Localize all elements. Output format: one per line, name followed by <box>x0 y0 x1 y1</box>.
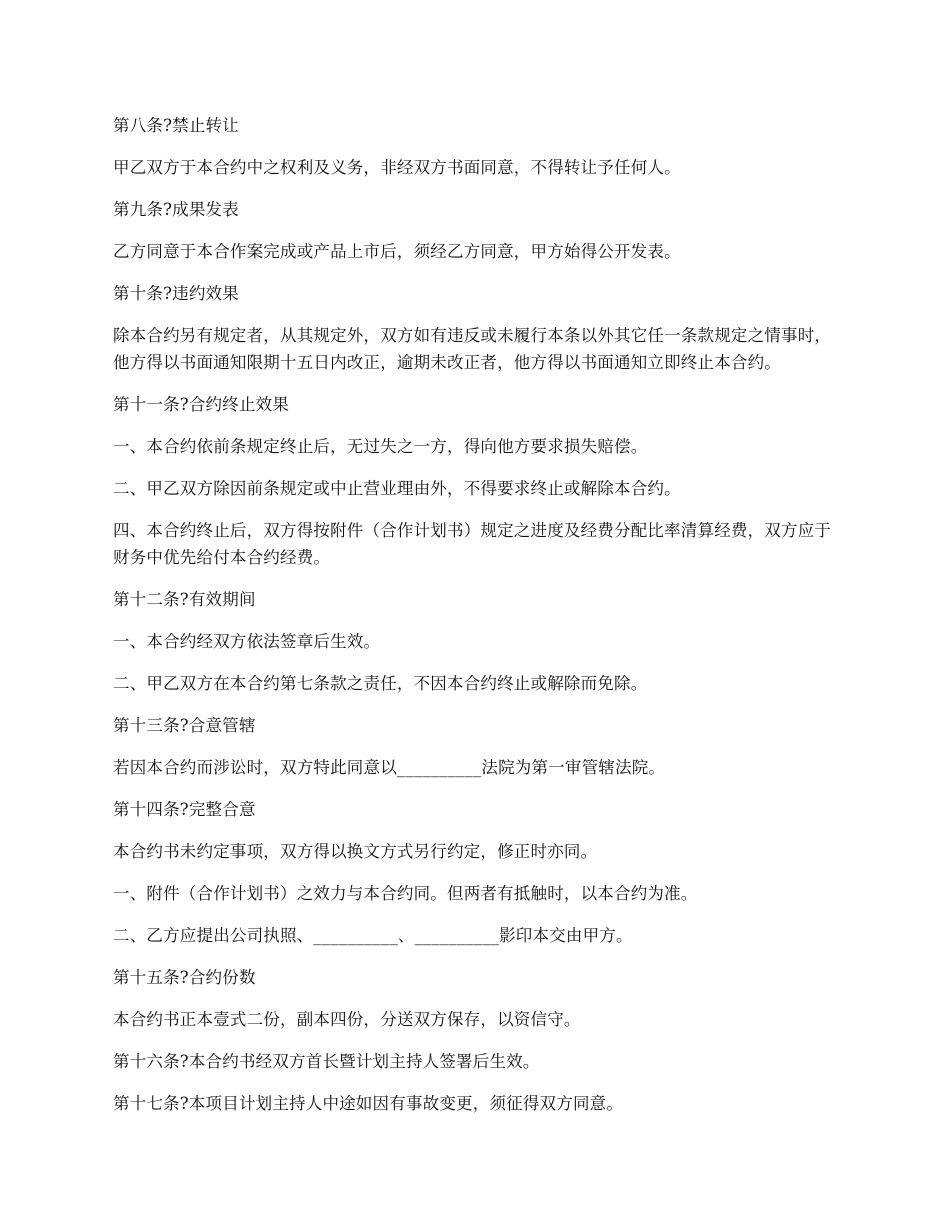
article-8-text: 甲乙双方于本合约中之权利及义务，非经双方书面同意，不得转让予任何人。 <box>113 158 681 177</box>
article-16-text: 第十六条?本合约书经双方首长暨计划主持人签署后生效。 <box>113 1052 540 1071</box>
article-9-text: 乙方同意于本合作案完成或产品上市后，须经乙方同意，甲方始得公开发表。 <box>113 242 681 261</box>
article-8-heading: 第八条?禁止转让 <box>113 116 239 135</box>
article-13-text: 若因本合约而涉讼时，双方特此同意以__________法院为第一审管辖法院。 <box>113 758 666 777</box>
article-11-item-1: 一、本合约依前条规定终止后，无过失之一方，得向他方要求损失赔偿。 <box>113 437 648 456</box>
article-11-item-2: 二、甲乙双方除因前条规定或中止营业理由外，不得要求终止或解除本合约。 <box>113 479 681 498</box>
article-14-item-1: 一、附件（合作计划书）之效力与本合约同。但两者有抵触时，以本合约为准。 <box>113 884 698 903</box>
article-10-heading: 第十条?违约效果 <box>113 284 239 303</box>
article-15-text: 本合约书正本壹式二份，副本四份，分送双方保存，以资信守。 <box>113 1010 581 1029</box>
article-11-heading: 第十一条?合约终止效果 <box>113 395 290 414</box>
article-14-heading: 第十四条?完整合意 <box>113 800 256 819</box>
article-17-text: 第十七条?本项目计划主持人中途如因有事故变更，须征得双方同意。 <box>113 1094 624 1113</box>
article-14-text: 本合约书未约定事项，双方得以换文方式另行约定，修正时亦同。 <box>113 842 598 861</box>
article-9-heading: 第九条?成果发表 <box>113 200 239 219</box>
article-10-text: 除本合约另有规定者，从其规定外，双方如有违反或未履行本条以外其它任一条款规定之情事时，他方得以书面通知限期十五日内改正，逾期未改正者，他方得以书面通知立即终止本合约。 <box>113 326 832 372</box>
article-11-item-4: 四、本合约终止后，双方得按附件（合作计划书）规定之进度及经费分配比率清算经费，双方应于财务中优先给付本合约经费。 <box>113 521 832 567</box>
article-15-heading: 第十五条?合约份数 <box>113 968 256 987</box>
article-12-item-1: 一、本合约经双方依法签章后生效。 <box>113 632 381 651</box>
article-13-heading: 第十三条?合意管辖 <box>113 716 256 735</box>
article-14-item-2: 二、乙方应提出公司执照、__________、__________影印本交由甲方。 <box>113 926 633 945</box>
article-12-item-2: 二、甲乙双方在本合约第七条款之责任，不因本合约终止或解除而免除。 <box>113 674 648 693</box>
article-12-heading: 第十二条?有效期间 <box>113 590 256 609</box>
